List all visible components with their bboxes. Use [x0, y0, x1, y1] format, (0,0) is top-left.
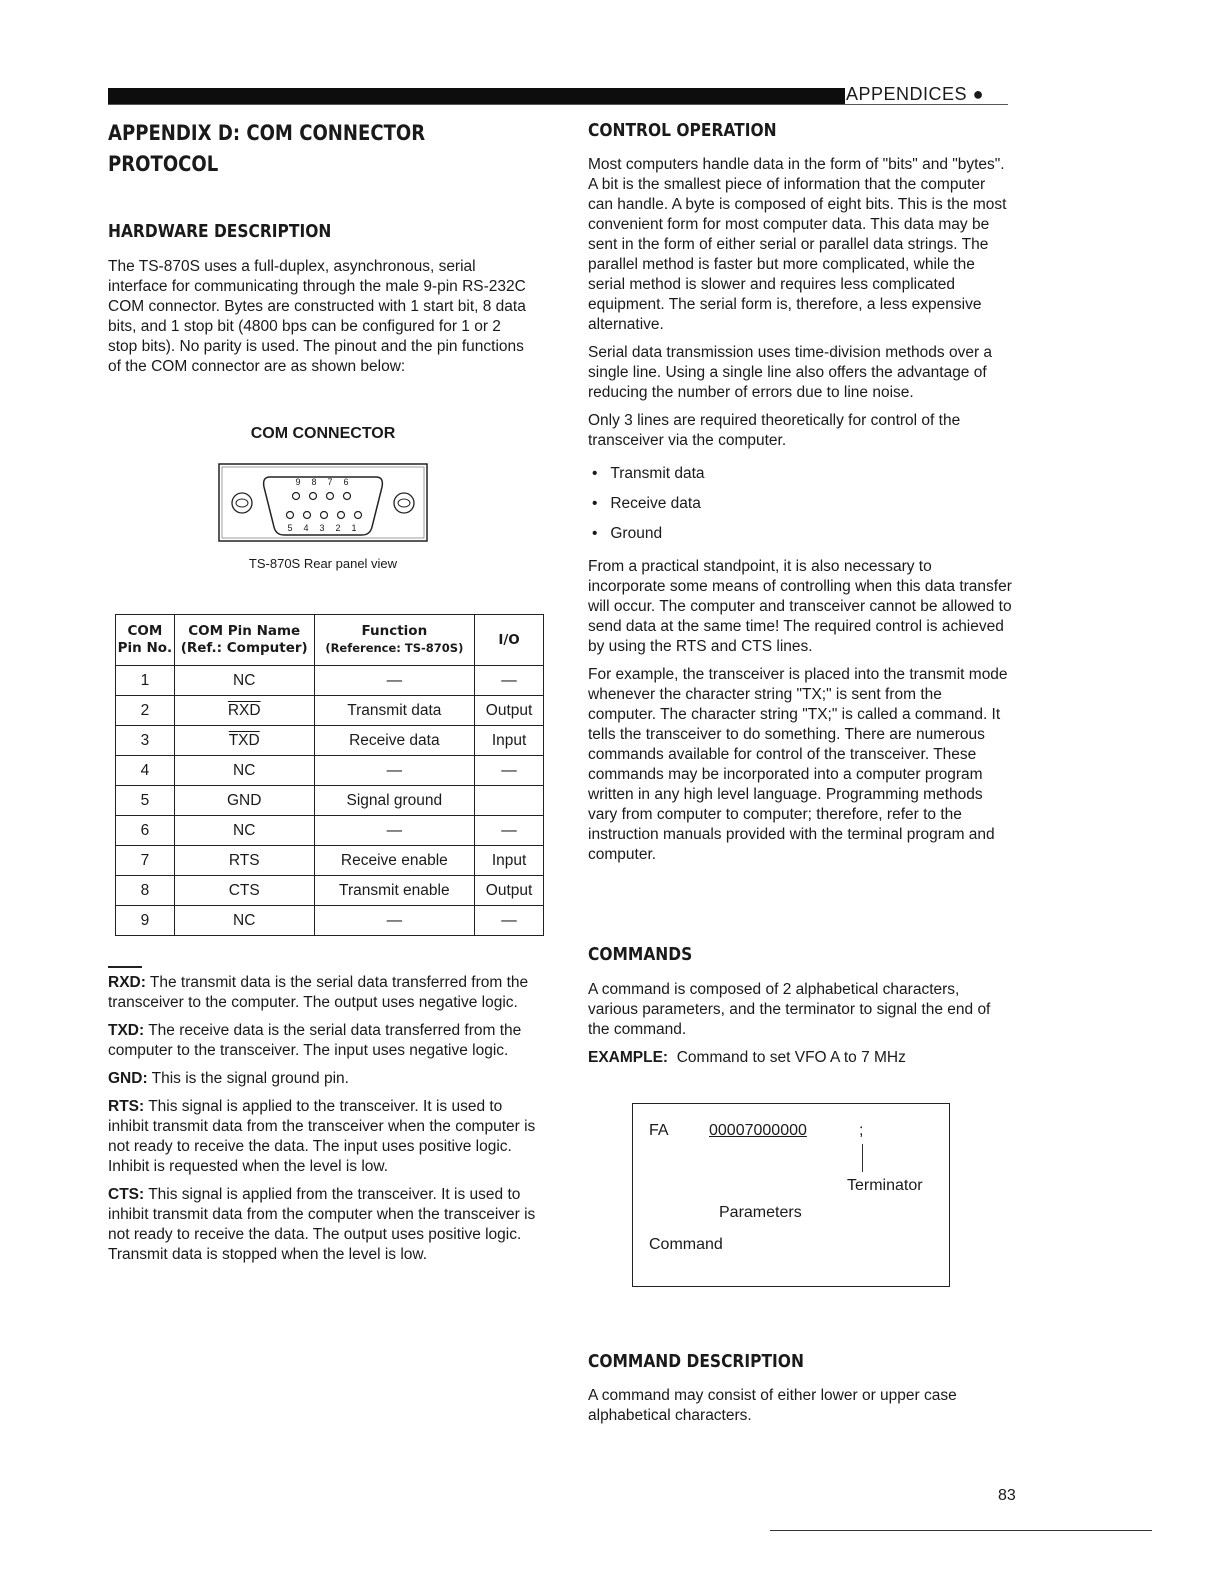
terminator-label: Terminator — [847, 1177, 923, 1194]
commands-heading: COMMANDS — [588, 944, 693, 965]
definition-rxd: RXD: The transmit data is the serial data transferred from the transceiver to the computer. The output uses negative logic. — [108, 974, 529, 1011]
col-pin-name: COM Pin Name (Ref.: Computer) — [174, 615, 314, 666]
control-paragraph-5: For example, the transceiver is placed into the transmit mode whenever the character string "TX;" is sent from the computer. The character string "TX;" is called a command. It tells the transceiver to do something. There are numerous commands available for control of the transceiver. These commands may be incorporated into a computer program written in any high level language. Programming methods vary from computer to computer; therefore, refer to the instruction manuals provided with the terminal program and computer. — [588, 666, 1008, 863]
pin-table — [115, 614, 544, 936]
connector-caption: TS-870S Rear panel view — [248, 556, 398, 571]
parameters-label: Parameters — [719, 1204, 802, 1221]
hardware-heading: HARDWARE DESCRIPTION — [108, 221, 332, 242]
control-paragraph-3: Only 3 lines are required theoretically for control of the transceiver via the computer. — [588, 412, 961, 449]
example-command-code: FA — [649, 1122, 669, 1139]
table-row: 3 $\overline{TXD}$ Receive data Input — [116, 726, 544, 756]
definition-cts: CTS: This signal is applied from the transceiver. It is used to inhibit transmit data from the computer when the transceiver is not ready to receive the data. The output uses positive logic. Transmit data is stopped when the level is low. — [108, 1186, 536, 1263]
col-io: I/O — [475, 615, 544, 666]
table-row: 4 NC — — — [116, 756, 544, 786]
table-row: 6 NC — — — [116, 816, 544, 846]
command-label: Command — [649, 1236, 723, 1253]
control-operation-heading: CONTROL OPERATION — [588, 120, 777, 141]
control-paragraph-2: Serial data transmission uses time-division methods over a single line. Using a single line also offers the advantage of reducing the number of errors due to line noise. — [588, 344, 993, 401]
connector-top-pin-labels: 9 8 7 6 — [295, 477, 351, 487]
terminator-pointer-line — [862, 1144, 863, 1172]
bullet-dot-icon: ● — [972, 84, 984, 104]
command-description-paragraph: A command may consist of either lower or upper case alphabetical characters. — [588, 1387, 957, 1424]
table-row: 8 CTS Transmit enable Output — [116, 876, 544, 906]
table-row: 5 GND Signal ground — [116, 786, 544, 816]
hardware-paragraph: The TS-870S uses a full-duplex, asynchronous, serial interface for communicating through the male 9-pin RS-232C COM connector. Bytes are constructed with 1 start bit, 8 data bits, and 1 stop bit (4800 bps can be configured for 1 or 2 stop bits). No parity is used. The pinout and the pin functions of the COM connector are as shown below: — [108, 258, 526, 375]
control-paragraph-4: From a practical standpoint, it is also necessary to incorporate some means of controlling when this data transfer will occur. The computer and transceiver cannot be allowed to send data at the same time! The required control is achieved by using the RTS and CTS lines. — [588, 558, 1012, 655]
com-connector-diagram — [218, 463, 428, 543]
definition-txd: TXD: The receive data is the serial data transferred from the computer to the transceiver. The input uses negative logic. — [108, 1022, 522, 1059]
control-paragraph-1: Most computers handle data in the form of "bits" and "bytes". A bit is the smallest piece of information that the computer can handle. A byte is composed of eight bits. This is the most convenient form for most computer data. This data may be sent in the form of either serial or parallel data strings. The parallel method is faster but more complicated, while the serial method is slower and requires less complicated equipment. The serial form is, therefore, a less expensive alternative. — [588, 156, 1007, 333]
control-bullet-list — [592, 459, 1013, 549]
table-row: 2 $\overline{RXD}$ Transmit data Output — [116, 696, 544, 726]
appendix-title: APPENDIX D: COM CONNECTOR PROTOCOL — [108, 121, 426, 176]
command-description-heading: COMMAND DESCRIPTION — [588, 1351, 804, 1372]
definition-rts: RTS: This signal is applied to the transceiver. It is used to inhibit transmit data from the transceiver when the computer is not ready to receive the data. The input uses positive logic. Inhibit is requested when the level is low. — [108, 1098, 536, 1175]
table-row: 9 NC — — — [116, 906, 544, 936]
connector-bottom-pin-labels: 5 4 3 2 1 — [287, 523, 359, 533]
connector-heading: COM CONNECTOR — [250, 425, 396, 442]
list-item: • Ground — [592, 525, 663, 542]
col-function: Function (Reference: TS-870S) — [314, 615, 475, 666]
example-terminator-char: ; — [859, 1122, 864, 1139]
page-number: 83 — [998, 1487, 1016, 1504]
command-example-box — [632, 1103, 950, 1287]
signal-definitions — [108, 973, 538, 1273]
definitions-rule — [108, 966, 142, 968]
table-row: 1 NC — — — [116, 666, 544, 696]
control-operation-body — [588, 155, 1013, 865]
header-section-label: APPENDICES ● — [846, 84, 984, 104]
list-item: • Receive data — [592, 495, 701, 512]
header-bar — [108, 88, 845, 104]
example-line: EXAMPLE: Command to set VFO A to 7 MHz — [588, 1049, 906, 1066]
commands-body — [588, 980, 1013, 1068]
definition-gnd: GND: This is the signal ground pin. — [108, 1070, 349, 1087]
table-row: 7 RTS Receive enable Input — [116, 846, 544, 876]
list-item: • Transmit data — [592, 465, 705, 482]
pin-table-header — [116, 615, 544, 666]
commands-paragraph: A command is composed of 2 alphabetical characters, various parameters, and the terminator to signal the end of the command. — [588, 981, 991, 1038]
footer-rule — [770, 1530, 1152, 1531]
example-parameter-value: 00007000000 — [709, 1122, 807, 1139]
col-pin-no: COM Pin No. — [116, 615, 175, 666]
